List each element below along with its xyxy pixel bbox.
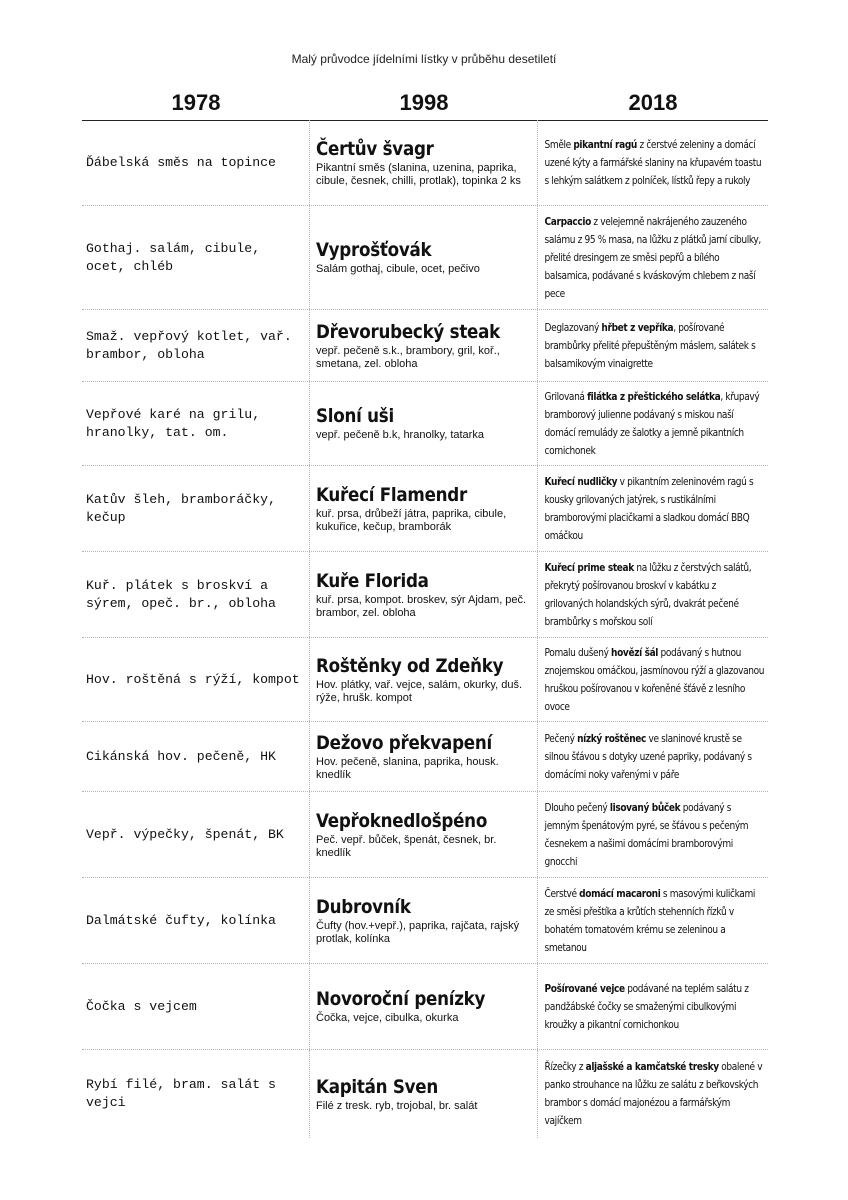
table-row	[82, 382, 768, 466]
dish-2018-highlight: domácí macaroni	[579, 886, 661, 900]
dish-1978-text: Vepř. výpečky, špenát, BK	[86, 826, 284, 842]
dish-2018-description	[545, 559, 766, 631]
dish-1978	[82, 792, 310, 877]
dish-2018-text-post: podávaný s jemným špenátovým pyré, se šťávou s pečeným česnekem a našimi domácími bramborovými gnocchi	[544, 800, 749, 868]
dish-1998	[310, 120, 538, 205]
dish-2018-description	[545, 730, 766, 784]
dish-1978	[82, 552, 310, 637]
dish-1998-name: Kuřecí Flamendr	[316, 483, 467, 506]
dish-2018-text-post: , pošírované brambůrky přelité přepuštěným máslem, salátek s balsamikovým vinaigrette	[544, 320, 756, 370]
dish-1978	[82, 638, 310, 721]
dish-1998-name: Novoroční penízky	[316, 988, 486, 1010]
dish-2018	[538, 310, 756, 381]
dish-1978	[82, 722, 310, 791]
dish-1978-text: Hov. roštěná s rýží, kompot	[86, 671, 300, 687]
dish-1978	[82, 120, 310, 205]
dish-2018-highlight: aljašské a kamčatské tresky	[585, 1060, 719, 1073]
dish-1978-text: Ďábelská směs na topince	[86, 154, 276, 170]
table-row	[82, 310, 768, 382]
dish-1998	[310, 382, 538, 465]
dish-1998-description: Peč. vepř. bůček, špenát, česnek, br. knedlík	[316, 833, 497, 859]
table-row	[82, 552, 768, 638]
dish-1998-name: Roštěnky od Zdeňky	[316, 654, 504, 677]
table-row	[82, 792, 768, 878]
dish-2018-description	[545, 388, 766, 460]
dish-2018-text-pre: Pomalu dušený	[544, 645, 612, 659]
dish-1978-text: Kuř. plátek s broskví a sýrem, opeč. br., obloha	[86, 577, 276, 611]
dish-2018	[538, 1050, 763, 1138]
dish-1998	[310, 206, 538, 309]
dish-1978-text: Rybí filé, bram. salát s vejci	[86, 1077, 276, 1110]
dish-1998-description: vepř. pečeně s.k., brambory, gril, koř., smetana, zel. obloha	[316, 344, 500, 370]
dish-2018-description	[545, 319, 766, 373]
dish-1998-description: kuř. prsa, kompot. broskev, sýr Ajdam, peč. brambor, zel. obloha	[316, 593, 527, 619]
dish-2018-description	[545, 885, 766, 957]
table-row	[82, 1050, 768, 1138]
dish-1978-text: Cikánská hov. pečeně, HK	[86, 748, 276, 764]
dish-1998	[310, 792, 538, 877]
dish-1998-description: Pikantní směs (slanina, uzenina, paprika, cibule, česnek, chilli, protlak), topinka 2 ks	[316, 161, 521, 187]
dish-2018-text-post: z velejemně nakrájeného zauzeného salámu z 95 % masa, na lůžku z plátků jarní cibulky, přelité dresingem ze směsi pepřů a bílého balsamica, podávané s kváskovým chlebem z naší pece	[544, 214, 761, 300]
dish-2018-description	[545, 1058, 766, 1130]
dish-1998-description: Salám gothaj, cibule, ocet, pečivo	[316, 263, 480, 275]
dish-2018-text-pre: Čerstvé	[544, 886, 580, 900]
page-title: Malý průvodce jídelními lístky v průběhu desetiletí	[291, 52, 557, 66]
dish-1978	[82, 466, 310, 551]
dish-2018-text-post: v pikantním zeleninovém ragú s kousky grilovaných jatýrek, s rustikálními bramborovými placičkami a sladkou domácí BBQ omáčkou	[544, 474, 754, 542]
dish-2018-description	[545, 799, 766, 871]
dish-2018-text-pre: Pečený	[544, 731, 578, 745]
dish-2018	[538, 722, 752, 791]
table-row	[82, 964, 768, 1050]
dish-1998-description: Filé z tresk. ryb, trojobal, br. salát	[316, 1099, 478, 1112]
dish-2018-highlight: lisovaný bůček	[609, 800, 681, 814]
dish-2018-text-post: z čerstvé zeleniny a domácí uzené kýty a farmářské slaniny na křupavém toastu s lehkým salátkem z polníček, lístků řepy a rukoly	[544, 137, 762, 187]
dish-2018	[538, 878, 756, 963]
dish-1998-description: Čufty (hov.+vepř.), paprika, rajčata, rajský protlak, kolínka	[316, 919, 520, 945]
table-row	[82, 466, 768, 552]
dish-1998-name: Dubrovník	[316, 895, 411, 918]
dish-1978	[82, 878, 310, 963]
dish-1978	[82, 206, 310, 309]
dish-2018	[538, 206, 761, 309]
dish-2018-description	[545, 136, 766, 190]
dish-2018-text-pre: Směle	[544, 137, 574, 151]
dish-1998	[310, 1050, 538, 1138]
dish-1998	[310, 722, 538, 791]
dish-2018-description	[545, 213, 766, 303]
dish-2018-highlight: nízký roštěnec	[577, 731, 647, 745]
dish-1978-text: Gothaj. salám, cibule, ocet, chléb	[86, 240, 261, 274]
dish-2018	[538, 964, 749, 1049]
dish-1978-text: Smaž. vepřový kotlet, vař. brambor, obloha	[86, 328, 292, 362]
dish-2018	[538, 120, 762, 205]
dish-2018-text-post: obalené v panko strouhance na lůžku ze salátu z beřkovských brambor s domácí majonézou a farmářským vajíčkem	[544, 1060, 763, 1127]
table-row	[82, 638, 768, 722]
dish-1998-name: Dežovo překvapení	[316, 731, 492, 754]
dish-1998-description: Hov. plátky, vař. vejce, salám, okurky, duš. rýže, hrušk. kompot	[316, 678, 523, 704]
dish-1998-name: Vyprošťovák	[316, 239, 432, 261]
dish-1998	[310, 964, 538, 1049]
dish-2018	[538, 638, 765, 721]
column-header-1978: 1978	[171, 90, 221, 115]
dish-2018	[538, 792, 749, 877]
dish-2018-text-post: na lůžku z čerstvých salátů, překrytý pošírovanou broskví v kabátku z grilovaných holandských sýrů, dvakrát pečené brambůrky s mořskou solí	[544, 560, 752, 628]
dish-2018	[538, 552, 752, 637]
dish-1998	[310, 466, 538, 551]
dish-2018-description	[545, 473, 766, 545]
dish-2018-text-pre: Grilovaná	[544, 389, 588, 403]
dish-1978	[82, 310, 310, 381]
dish-2018-text-pre: Řízečky z	[544, 1060, 586, 1073]
dish-2018-text-pre: Dlouho pečený	[544, 800, 610, 814]
column-header-2018: 2018	[628, 90, 678, 115]
dish-1978-text: Dalmátské čufty, kolínka	[86, 912, 276, 928]
dish-2018-highlight: Kuřecí nudličky	[544, 474, 618, 488]
dish-1998-name: Vepřoknedlošpéno	[316, 809, 488, 832]
dish-2018-description	[545, 644, 766, 716]
column-header-1998: 1998	[399, 90, 449, 115]
dish-1998-name: Kapitán Sven	[316, 1075, 438, 1098]
dish-1998-name: Čertův švagr	[316, 137, 434, 160]
dish-1998	[310, 552, 538, 637]
table-row	[82, 206, 768, 310]
dish-1998-description: kuř. prsa, drůbeží játra, paprika, cibule, kukuřice, kečup, bramborák	[316, 507, 507, 533]
dish-1978	[82, 964, 310, 1049]
dish-1998-name: Sloní uši	[316, 405, 394, 427]
dish-2018	[538, 382, 760, 465]
column-headers	[82, 86, 768, 121]
menu-table	[82, 120, 768, 1138]
dish-1998-description: vepř. pečeně b.k, hranolky, tatarka	[316, 429, 484, 441]
dish-2018-description	[545, 980, 766, 1034]
dish-2018	[538, 466, 754, 551]
dish-2018-highlight: hřbet z vepříka	[601, 320, 674, 334]
table-row	[82, 120, 768, 206]
dish-2018-highlight: filátka z přeštického selátka	[587, 389, 721, 403]
table-row	[82, 722, 768, 792]
dish-1978	[82, 382, 310, 465]
dish-2018-highlight: Kuřecí prime steak	[544, 560, 634, 574]
dish-1998-description: Čočka, vejce, cibulka, okurka	[316, 1012, 459, 1024]
dish-1978-text: Vepřové karé na grilu, hranolky, tat. om.	[86, 406, 261, 440]
dish-2018-text-post: podávaný s hutnou znojemskou omáčkou, jasmínovou rýží a glazovanou hruškou pošírovanou v kořeněné šťávě z lesního ovoce	[544, 645, 765, 713]
dish-2018-highlight: Pošírované vejce	[544, 981, 625, 995]
dish-1978	[82, 1050, 310, 1138]
dish-1978-text: Katův šleh, bramboráčky, kečup	[86, 491, 276, 525]
dish-2018-highlight: hovězí šál	[611, 645, 659, 659]
dish-2018-text-post: ve slaninové krustě se silnou šťávou s dotyky uzené papriky, podávaný s domácími noky vařenými v páře	[544, 731, 752, 781]
dish-2018-text-post: s masovými kuličkami ze směsi přeštíka a krůtích stehenních řízků v bohatém tomatovém krému se zeleninou a smetanou	[544, 886, 756, 954]
dish-1998	[310, 310, 538, 381]
dish-2018-highlight: Carpaccio	[544, 214, 591, 228]
dish-1998	[310, 638, 538, 721]
dish-1998-description: Hov. pečeně, slanina, paprika, housk. knedlík	[316, 755, 499, 781]
dish-1998-name: Dřevorubecký steak	[316, 320, 501, 343]
dish-1998-name: Kuře Florida	[316, 569, 429, 592]
dish-2018-text-post: , křupavý bramborový julienne podávaný s miskou naší domácí remulády ze šalotky a jemně pikantních cornichonek	[544, 389, 760, 457]
dish-2018-text-post: podávané na teplém salátu z pandžábské čočky se smaženými cibulkovými kroužky a pikantní cornichonkou	[544, 981, 749, 1031]
table-row	[82, 878, 768, 964]
dish-2018-highlight: pikantní ragú	[573, 137, 637, 151]
dish-1998	[310, 878, 538, 963]
dish-2018-text-pre: Deglazovaný	[544, 320, 602, 334]
dish-1978-text: Čočka s vejcem	[86, 998, 197, 1014]
